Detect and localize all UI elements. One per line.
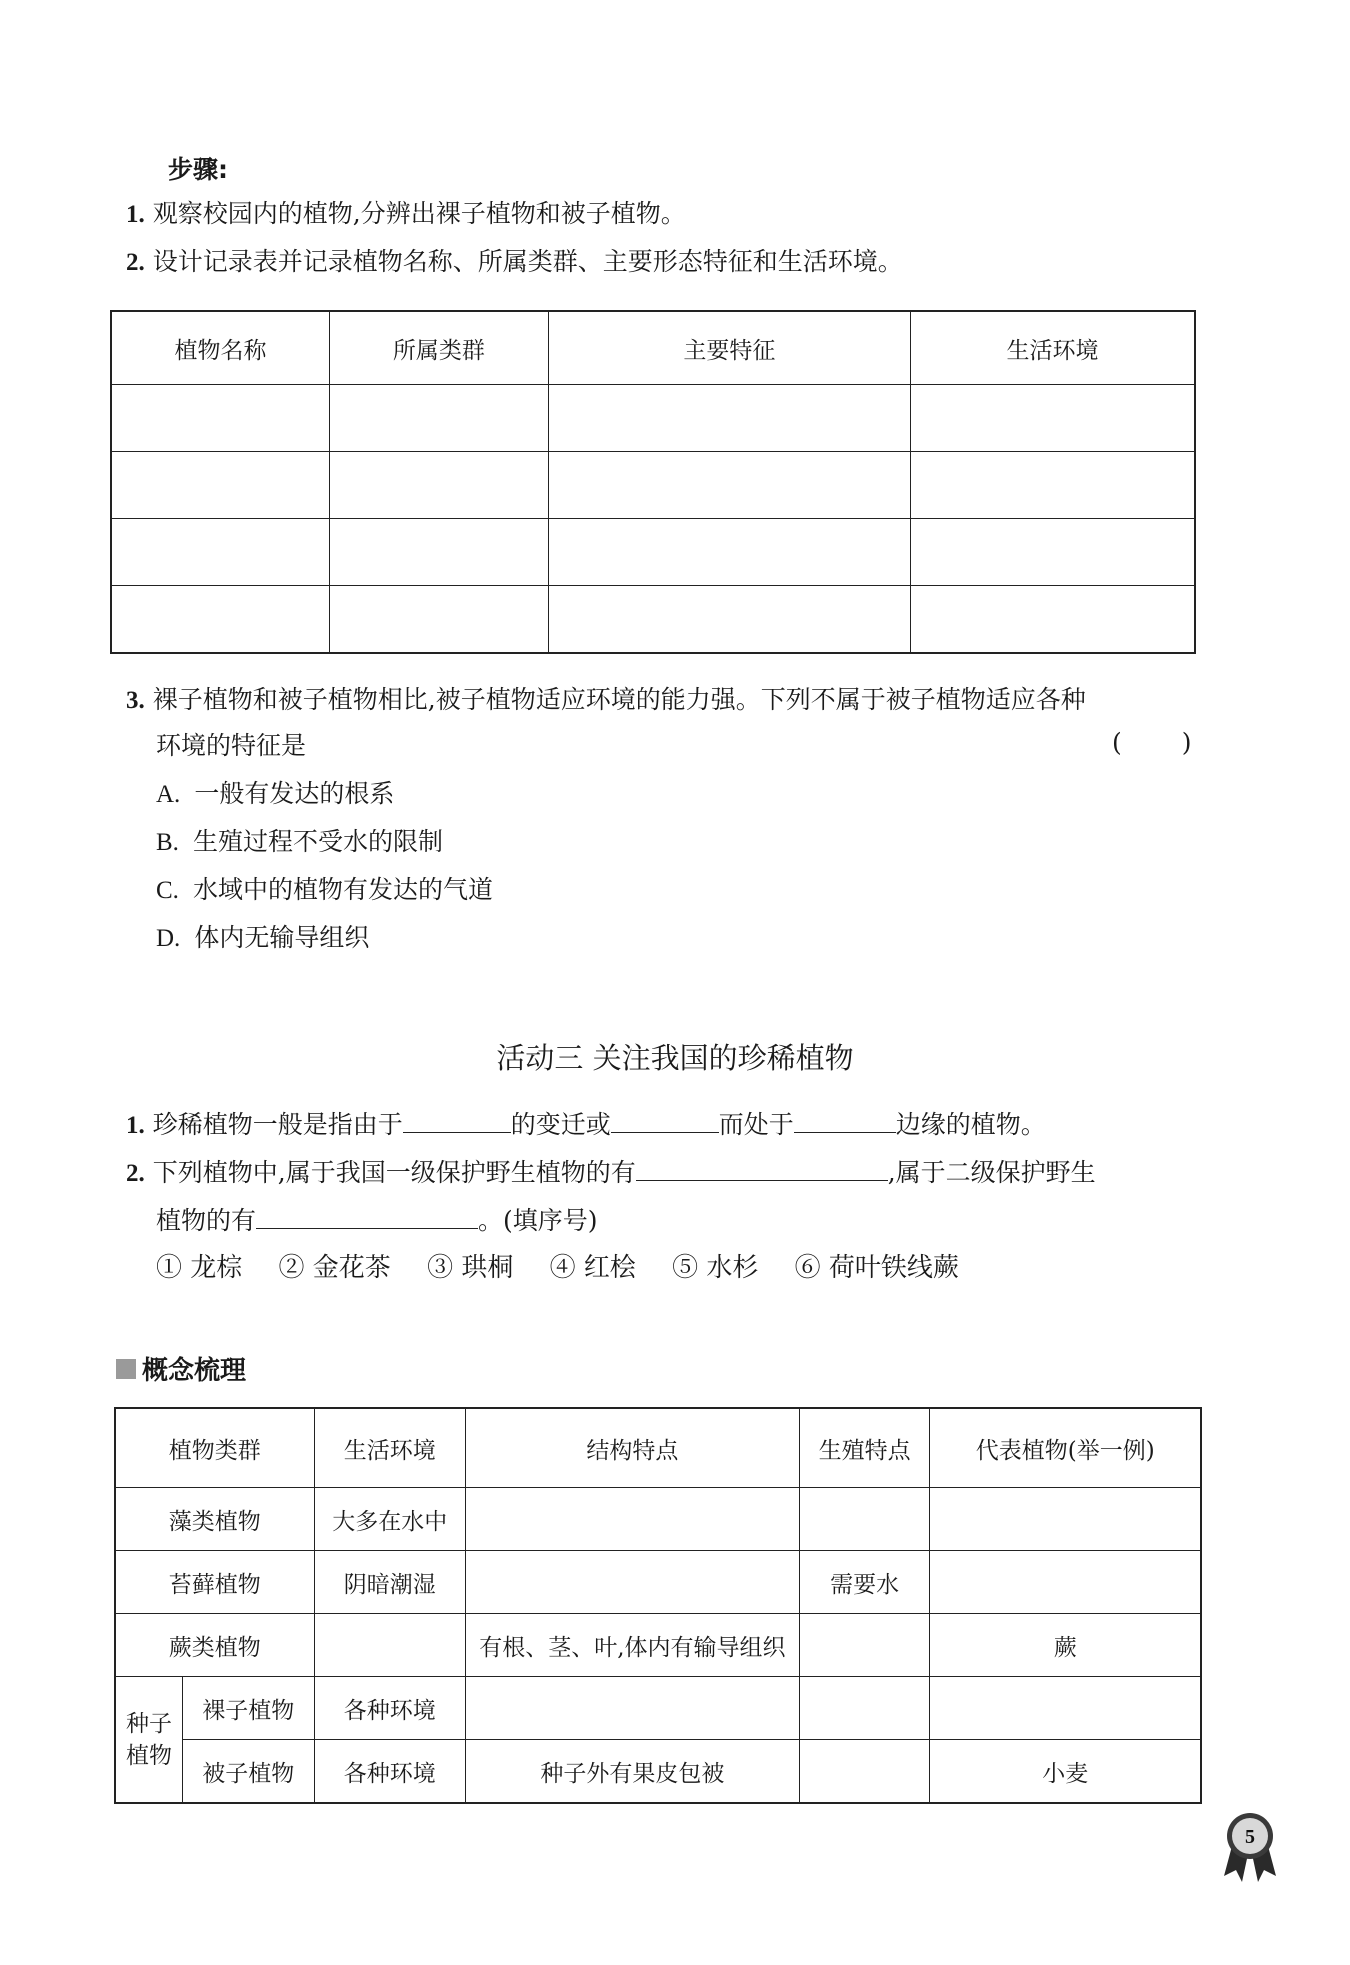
steps-title: 步骤: <box>168 155 228 184</box>
example-cell[interactable] <box>930 1488 1201 1551</box>
header-cell: 生活环境 <box>314 1408 465 1488</box>
env-cell: 各种环境 <box>314 1740 465 1804</box>
question-number: 2. <box>126 1160 145 1187</box>
section-marker-icon <box>116 1359 136 1379</box>
question-text: 植物的有 <box>156 1206 257 1235</box>
question-text: 而处于 <box>718 1110 794 1139</box>
plant-choices <box>156 1250 987 1286</box>
header-cell: 生活环境 <box>911 311 1196 385</box>
choice-item: ⑥ 荷叶铁线蕨 <box>794 1253 959 1283</box>
fill-blank[interactable] <box>636 1154 888 1181</box>
choice-item: ④ 红桧 <box>549 1253 636 1283</box>
structure-cell[interactable] <box>465 1677 799 1740</box>
example-cell: 蕨 <box>930 1614 1201 1677</box>
structure-cell: 有根、茎、叶,体内有输导组织 <box>465 1614 799 1677</box>
step-2 <box>126 244 903 281</box>
activity-question-1 <box>126 1106 1046 1144</box>
group-name: 苔藓植物 <box>115 1551 314 1614</box>
header-cell: 植物名称 <box>111 311 330 385</box>
option-text: 生殖过程不受水的限制 <box>192 827 443 856</box>
section-title: 概念梳理 <box>142 1356 247 1386</box>
question-3-line-1 <box>126 682 1086 719</box>
blank-cell[interactable] <box>911 519 1196 586</box>
fill-blank[interactable] <box>794 1106 896 1133</box>
repro-cell[interactable] <box>799 1488 930 1551</box>
seed-plant-label: 种子植物 <box>125 1710 172 1769</box>
table-row <box>111 385 1195 452</box>
table-row <box>111 519 1195 586</box>
blank-cell[interactable] <box>911 452 1196 519</box>
header-cell: 代表植物(举一例) <box>930 1408 1201 1488</box>
table-row <box>115 1677 1201 1740</box>
step-number: 2. <box>126 249 145 276</box>
header-cell: 主要特征 <box>548 311 910 385</box>
question-text: 裸子植物和被子植物相比,被子植物适应环境的能力强。下列不属于被子植物适应各种 <box>152 685 1086 714</box>
option-letter: D. <box>156 925 181 952</box>
option-c[interactable] <box>156 872 493 909</box>
example-cell[interactable] <box>930 1677 1201 1740</box>
table-row <box>115 1551 1201 1614</box>
option-letter: C. <box>156 877 179 904</box>
seed-plant-group <box>115 1677 182 1804</box>
answer-parenthesis[interactable]: ( ) <box>1112 728 1218 757</box>
concept-table <box>114 1407 1202 1804</box>
repro-cell[interactable] <box>799 1677 930 1740</box>
step-text: 观察校园内的植物,分辨出裸子植物和被子植物。 <box>152 199 686 228</box>
structure-cell[interactable] <box>465 1551 799 1614</box>
blank-cell[interactable] <box>111 519 330 586</box>
env-cell: 大多在水中 <box>314 1488 465 1551</box>
option-d[interactable] <box>156 920 369 957</box>
group-name: 被子植物 <box>182 1740 314 1804</box>
header-cell: 生殖特点 <box>799 1408 930 1488</box>
blank-cell[interactable] <box>548 452 910 519</box>
question-3-line-2: 环境的特征是 <box>156 731 307 760</box>
fill-blank[interactable] <box>403 1106 511 1133</box>
option-letter: B. <box>156 829 179 856</box>
table-row <box>115 1488 1201 1551</box>
step-number: 1. <box>126 201 145 228</box>
blank-cell[interactable] <box>548 385 910 452</box>
activity-question-2-line-2 <box>156 1202 598 1239</box>
group-name: 裸子植物 <box>182 1677 314 1740</box>
table-row <box>111 586 1195 654</box>
choice-item: ② 金花茶 <box>278 1253 391 1283</box>
blank-cell[interactable] <box>911 586 1196 654</box>
table-row <box>111 452 1195 519</box>
question-text: 的变迁或 <box>510 1110 611 1139</box>
header-cell: 植物类群 <box>115 1408 314 1488</box>
blank-cell[interactable] <box>911 385 1196 452</box>
blank-cell[interactable] <box>330 452 549 519</box>
question-text: 。(填序号) <box>478 1206 598 1235</box>
question-text: ,属于二级保护野生 <box>887 1158 1096 1187</box>
group-name: 藻类植物 <box>115 1488 314 1551</box>
page-number-badge <box>1220 1810 1280 1884</box>
option-b[interactable] <box>156 824 443 861</box>
blank-cell[interactable] <box>330 385 549 452</box>
step-text: 设计记录表并记录植物名称、所属类群、主要形态特征和生活环境。 <box>152 247 903 276</box>
blank-cell[interactable] <box>330 519 549 586</box>
header-cell: 结构特点 <box>465 1408 799 1488</box>
example-cell[interactable] <box>930 1551 1201 1614</box>
question-number: 3. <box>126 687 145 714</box>
question-text: 下列植物中,属于我国一级保护野生植物的有 <box>152 1158 636 1187</box>
question-text: 珍稀植物一般是指由于 <box>152 1110 403 1139</box>
question-text: 边缘的植物。 <box>895 1110 1046 1139</box>
env-cell: 各种环境 <box>314 1677 465 1740</box>
record-table <box>110 310 1196 654</box>
blank-cell[interactable] <box>330 586 549 654</box>
blank-cell[interactable] <box>111 452 330 519</box>
repro-cell[interactable] <box>799 1740 930 1804</box>
section-header <box>116 1350 246 1387</box>
activity-question-2-line-1 <box>126 1154 1096 1192</box>
option-a[interactable] <box>156 776 394 813</box>
choice-item: ① 龙棕 <box>156 1253 243 1283</box>
step-1 <box>126 196 686 233</box>
repro-cell: 需要水 <box>799 1551 930 1614</box>
blank-cell[interactable] <box>111 385 330 452</box>
option-text: 体内无输导组织 <box>194 923 370 952</box>
repro-cell[interactable] <box>799 1614 930 1677</box>
fill-blank[interactable] <box>256 1202 478 1229</box>
option-letter: A. <box>156 781 181 808</box>
medal-icon <box>1220 1810 1280 1884</box>
blank-cell[interactable] <box>548 519 910 586</box>
blank-cell[interactable] <box>548 586 910 654</box>
table-row <box>115 1740 1201 1804</box>
group-name: 蕨类植物 <box>115 1614 314 1677</box>
table-row <box>115 1614 1201 1677</box>
blank-cell[interactable] <box>111 586 330 654</box>
structure-cell[interactable] <box>465 1488 799 1551</box>
option-text: 水域中的植物有发达的气道 <box>192 875 493 904</box>
question-number: 1. <box>126 1112 145 1139</box>
activity-title: 活动三 关注我国的珍稀植物 <box>496 1041 854 1075</box>
header-cell: 所属类群 <box>330 311 549 385</box>
env-cell: 阴暗潮湿 <box>314 1551 465 1614</box>
example-cell: 小麦 <box>930 1740 1201 1804</box>
choice-item: ⑤ 水杉 <box>672 1253 759 1283</box>
table-header-row <box>111 311 1195 385</box>
table-header-row <box>115 1408 1201 1488</box>
fill-blank[interactable] <box>611 1106 719 1133</box>
structure-cell: 种子外有果皮包被 <box>465 1740 799 1804</box>
option-text: 一般有发达的根系 <box>194 779 395 808</box>
page-number: 5 <box>1245 1826 1255 1848</box>
choice-item: ③ 珙桐 <box>427 1253 514 1283</box>
env-cell[interactable] <box>314 1614 465 1677</box>
